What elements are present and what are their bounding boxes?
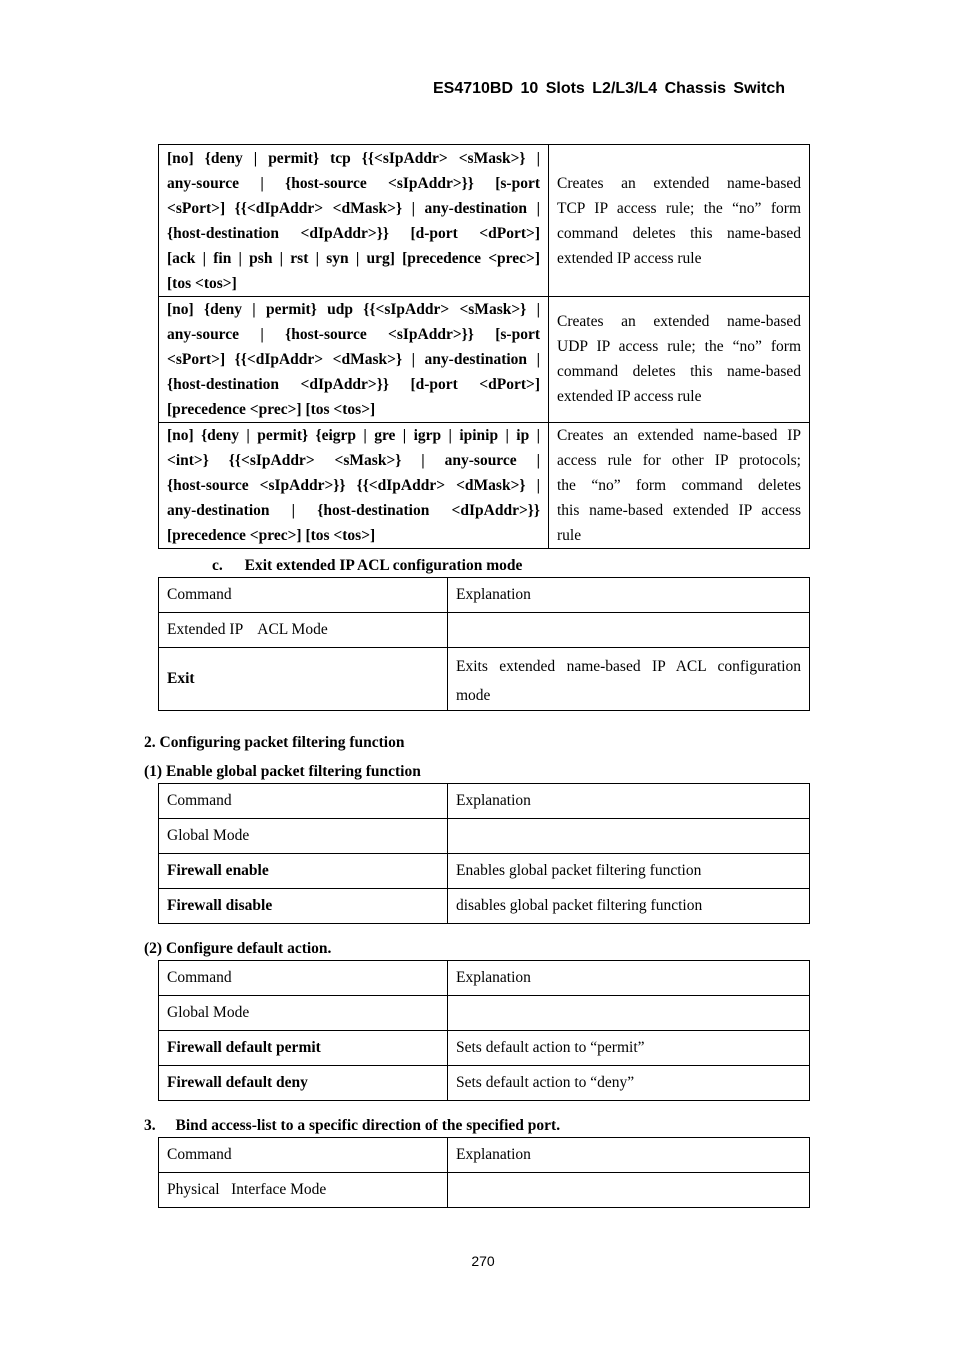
table-row — [159, 889, 810, 924]
command-cell — [159, 423, 549, 549]
column-header-explanation: Explanation — [448, 1138, 810, 1173]
command-cell — [159, 145, 549, 297]
empty-cell — [448, 819, 810, 854]
command-line: [ack | fin | psh | rst | syn | urg] [precedence <prec>] — [167, 250, 540, 267]
table-row — [159, 613, 810, 648]
subsection-2-heading: (2) Configure default action. — [144, 940, 332, 957]
command-line: {host-destination <dIpAddr>}} [d-port <dPort>] — [167, 376, 540, 393]
table-row — [159, 819, 810, 854]
explanation-line: extended IP access rule — [557, 250, 702, 267]
firewall-default-table — [158, 960, 810, 1101]
column-header-command: Command — [159, 784, 448, 819]
explanation-line: Creates an extended name-based — [557, 175, 801, 192]
acl-rule-table — [158, 144, 810, 549]
command-line: <int>} {{<sIpAddr> <sMask>} | any-source | — [167, 452, 540, 469]
mode-cell: Global Mode — [159, 819, 448, 854]
table-row — [159, 1031, 810, 1066]
column-header-explanation: Explanation — [448, 961, 810, 996]
subsection-1-heading: (1) Enable global packet filtering function — [144, 763, 421, 780]
command-line: any-source | {host-source <sIpAddr>}} [s-port — [167, 326, 540, 343]
explanation-line: Creates an extended name-based IP — [557, 427, 801, 444]
table-row — [159, 578, 810, 613]
page-number: 270 — [471, 1253, 495, 1269]
empty-cell — [448, 1173, 810, 1208]
explanation-cell: Sets default action to “deny” — [448, 1066, 810, 1101]
explanation-cell — [549, 297, 810, 423]
section-c-title: Exit extended IP ACL configuration mode — [244, 557, 523, 574]
explanation-cell: Enables global packet filtering function — [448, 854, 810, 889]
table-row — [159, 1066, 810, 1101]
command-cell: Firewall disable — [159, 889, 448, 924]
section-c-label: c. — [212, 557, 223, 574]
command-line: {host-destination <dIpAddr>}} [d-port <dPort>] — [167, 225, 540, 242]
table-row — [159, 996, 810, 1031]
explanation-line: Creates an extended name-based — [557, 313, 801, 330]
explanation-line: extended IP access rule — [557, 388, 702, 405]
explanation-line: command deletes this name-based — [557, 225, 801, 242]
command-line: any-source | {host-source <sIpAddr>}} [s-port — [167, 175, 540, 192]
section-c-heading — [212, 557, 522, 575]
table-row — [159, 784, 810, 819]
explanation-cell — [549, 145, 810, 297]
command-cell: Firewall enable — [159, 854, 448, 889]
firewall-enable-table — [158, 783, 810, 924]
explanation-line: UDP IP access rule; the “no” form — [557, 338, 801, 355]
explanation-line: mode — [456, 687, 491, 704]
explanation-cell: Sets default action to “permit” — [448, 1031, 810, 1066]
table-row — [159, 1173, 810, 1208]
exit-mode-table — [158, 577, 810, 711]
table-row — [159, 297, 810, 423]
empty-cell — [448, 996, 810, 1031]
command-line: [precedence <prec>] [tos <tos>] — [167, 527, 376, 544]
bind-access-list-table — [158, 1137, 810, 1208]
section-3-heading — [144, 1117, 560, 1135]
explanation-cell: disables global packet filtering function — [448, 889, 810, 924]
command-cell: Firewall default permit — [159, 1031, 448, 1066]
command-line: [tos <tos>] — [167, 275, 237, 292]
column-header-command: Command — [159, 961, 448, 996]
explanation-cell — [549, 423, 810, 549]
command-line: [no] {deny | permit} tcp {{<sIpAddr> <sMask>} | — [167, 150, 540, 167]
mode-cell: Extended IP ACL Mode — [159, 613, 448, 648]
table-row — [159, 854, 810, 889]
command-line: any-destination | {host-destination <dIpAddr>}} — [167, 502, 540, 519]
explanation-line: rule — [557, 527, 582, 544]
command-cell: Exit — [159, 648, 448, 711]
document-header: ES4710BD 10 Slots L2/L3/L4 Chassis Switch — [432, 80, 785, 97]
command-line: {host-source <sIpAddr>}} {{<dIpAddr> <dMask>} | — [167, 477, 540, 494]
command-line: <sPort>] {{<dIpAddr> <dMask>} | any-destination | — [167, 351, 540, 368]
column-header-explanation: Explanation — [448, 578, 810, 613]
table-row — [159, 423, 810, 549]
command-cell — [159, 297, 549, 423]
section-2-heading: 2. Configuring packet filtering function — [144, 734, 405, 751]
explanation-line: Exits extended name-based IP ACL configuration — [456, 658, 801, 675]
table-row — [159, 1138, 810, 1173]
explanation-cell — [448, 648, 810, 711]
section-3-label: 3. — [144, 1117, 156, 1134]
mode-cell: Global Mode — [159, 996, 448, 1031]
column-header-command: Command — [159, 1138, 448, 1173]
explanation-line: access rule for other IP protocols; — [557, 452, 801, 469]
explanation-line: the “no” form command deletes — [557, 477, 801, 494]
command-cell: Firewall default deny — [159, 1066, 448, 1101]
explanation-line: command deletes this name-based — [557, 363, 801, 380]
column-header-command: Command — [159, 578, 448, 613]
empty-cell — [448, 613, 810, 648]
command-line: <sPort>] {{<dIpAddr> <dMask>} | any-destination | — [167, 200, 540, 217]
command-line: [no] {deny | permit} {eigrp | gre | igrp | ipinip | ip | — [167, 427, 540, 444]
table-row — [159, 648, 810, 711]
section-3-title: Bind access-list to a specific direction of the specified port. — [175, 1117, 561, 1134]
table-row — [159, 961, 810, 996]
mode-cell: Physical Interface Mode — [159, 1173, 448, 1208]
explanation-line: this name-based extended IP access — [557, 502, 801, 519]
column-header-explanation: Explanation — [448, 784, 810, 819]
command-line: [precedence <prec>] [tos <tos>] — [167, 401, 376, 418]
table-row — [159, 145, 810, 297]
explanation-line: TCP IP access rule; the “no” form — [557, 200, 801, 217]
command-line: [no] {deny | permit} udp {{<sIpAddr> <sMask>} | — [167, 301, 540, 318]
